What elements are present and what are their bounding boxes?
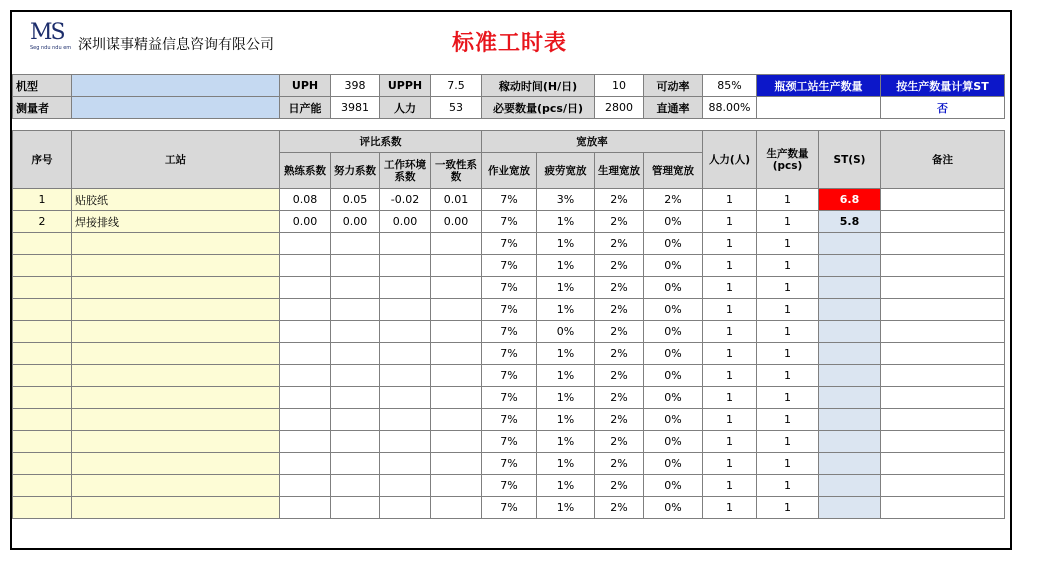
col-manpower: 人力(人) <box>703 131 757 189</box>
cell-seq[interactable]: 2 <box>13 211 72 233</box>
cell-manpower[interactable]: 1 <box>703 453 757 475</box>
cell-env[interactable] <box>380 497 431 519</box>
cell-env[interactable]: -0.02 <box>380 189 431 211</box>
cell-st[interactable] <box>819 475 881 497</box>
cell-consistency[interactable] <box>431 343 482 365</box>
col-seq: 序号 <box>13 131 72 189</box>
col-qty: 生产数量(pcs) <box>757 131 819 189</box>
yield-label: 直通率 <box>644 97 703 119</box>
cell-skill[interactable] <box>280 277 331 299</box>
cell-effort[interactable] <box>331 387 380 409</box>
observer-input[interactable] <box>72 97 280 119</box>
cell-seq[interactable] <box>13 233 72 255</box>
cell-work-allow[interactable]: 7% <box>482 365 537 387</box>
cell-env[interactable] <box>380 453 431 475</box>
cell-skill[interactable] <box>280 497 331 519</box>
cell-manpower[interactable]: 1 <box>703 299 757 321</box>
cell-station[interactable] <box>72 277 280 299</box>
cell-env[interactable] <box>380 409 431 431</box>
cell-consistency[interactable] <box>431 409 482 431</box>
cell-effort[interactable] <box>331 299 380 321</box>
logo-mark: MS <box>30 20 64 45</box>
table-row <box>13 321 1005 343</box>
cell-mgmt-allow[interactable]: 0% <box>644 409 703 431</box>
cell-consistency[interactable] <box>431 299 482 321</box>
table-row <box>13 299 1005 321</box>
work-time-label: 稼动时间(H/日) <box>482 75 595 97</box>
cell-seq[interactable] <box>13 255 72 277</box>
cell-mgmt-allow[interactable]: 0% <box>644 277 703 299</box>
cell-qty[interactable]: 1 <box>757 211 819 233</box>
cell-mgmt-allow[interactable]: 0% <box>644 299 703 321</box>
col-work-allow: 作业宽放 <box>482 153 537 189</box>
cell-station[interactable] <box>72 321 280 343</box>
cell-skill[interactable] <box>280 255 331 277</box>
cell-personal-allow[interactable]: 2% <box>595 475 644 497</box>
cell-env[interactable] <box>380 431 431 453</box>
product-label: 机型 <box>13 75 72 97</box>
cell-seq[interactable] <box>13 387 72 409</box>
info-table <box>12 74 1005 119</box>
cell-skill[interactable] <box>280 299 331 321</box>
cell-consistency[interactable]: 0.00 <box>431 211 482 233</box>
cell-qty[interactable]: 1 <box>757 431 819 453</box>
cell-mgmt-allow[interactable]: 0% <box>644 497 703 519</box>
page-title: 标准工时表 <box>452 31 568 56</box>
cell-st[interactable] <box>819 321 881 343</box>
cell-effort[interactable] <box>331 409 380 431</box>
logo-subtext: Seg ndu ndu em <box>30 45 72 51</box>
cell-st[interactable] <box>819 409 881 431</box>
table-row <box>13 233 1005 255</box>
cell-work-allow[interactable]: 7% <box>482 255 537 277</box>
cell-remark[interactable] <box>881 453 1005 475</box>
cell-fatigue-allow[interactable]: 1% <box>537 365 595 387</box>
cell-fatigue-allow[interactable]: 1% <box>537 475 595 497</box>
cell-work-allow[interactable]: 7% <box>482 189 537 211</box>
col-fatigue-allow: 疲劳宽放 <box>537 153 595 189</box>
cell-personal-allow[interactable]: 2% <box>595 321 644 343</box>
cell-skill[interactable] <box>280 431 331 453</box>
cell-station[interactable] <box>72 453 280 475</box>
calc-st-value[interactable]: 否 <box>881 97 1005 119</box>
calc-st-button[interactable]: 按生产数量计算ST <box>881 75 1005 97</box>
table-row <box>13 189 1005 211</box>
cell-manpower[interactable]: 1 <box>703 431 757 453</box>
cell-remark[interactable] <box>881 321 1005 343</box>
cell-manpower[interactable]: 1 <box>703 497 757 519</box>
cell-seq[interactable] <box>13 431 72 453</box>
cell-work-allow[interactable]: 7% <box>482 497 537 519</box>
cell-work-allow[interactable]: 7% <box>482 321 537 343</box>
cell-env[interactable] <box>380 277 431 299</box>
cell-skill[interactable]: 0.08 <box>280 189 331 211</box>
cell-mgmt-allow[interactable]: 0% <box>644 321 703 343</box>
cell-skill[interactable] <box>280 475 331 497</box>
table-row <box>13 497 1005 519</box>
cell-mgmt-allow[interactable]: 2% <box>644 189 703 211</box>
cell-personal-allow[interactable]: 2% <box>595 431 644 453</box>
standard-time-table <box>12 130 1005 519</box>
cell-manpower[interactable]: 1 <box>703 387 757 409</box>
cell-st[interactable] <box>819 365 881 387</box>
cell-effort[interactable] <box>331 343 380 365</box>
cell-remark[interactable] <box>881 365 1005 387</box>
cell-qty[interactable]: 1 <box>757 387 819 409</box>
cell-fatigue-allow[interactable]: 0% <box>537 321 595 343</box>
cell-qty[interactable]: 1 <box>757 299 819 321</box>
cell-remark[interactable] <box>881 211 1005 233</box>
cell-fatigue-allow[interactable]: 1% <box>537 299 595 321</box>
cell-station[interactable] <box>72 387 280 409</box>
uph-label: UPH <box>280 75 331 97</box>
cell-effort[interactable] <box>331 497 380 519</box>
cell-skill[interactable] <box>280 321 331 343</box>
cell-fatigue-allow[interactable]: 1% <box>537 431 595 453</box>
cell-mgmt-allow[interactable]: 0% <box>644 453 703 475</box>
cell-fatigue-allow[interactable]: 1% <box>537 343 595 365</box>
cell-env[interactable] <box>380 365 431 387</box>
upph-label: UPPH <box>380 75 431 97</box>
cell-personal-allow[interactable]: 2% <box>595 453 644 475</box>
cell-env[interactable] <box>380 343 431 365</box>
cell-seq[interactable]: 1 <box>13 189 72 211</box>
cell-station[interactable] <box>72 299 280 321</box>
cell-st[interactable] <box>819 277 881 299</box>
table-row <box>13 255 1005 277</box>
col-group-allowance: 宽放率 <box>482 131 703 153</box>
cell-qty[interactable]: 1 <box>757 497 819 519</box>
cell-st[interactable] <box>819 453 881 475</box>
cell-remark[interactable] <box>881 431 1005 453</box>
cell-effort[interactable] <box>331 365 380 387</box>
cell-qty[interactable]: 1 <box>757 277 819 299</box>
product-input[interactable] <box>72 75 280 97</box>
col-consistency: 一致性系数 <box>431 153 482 189</box>
cell-station[interactable] <box>72 409 280 431</box>
work-time-value[interactable]: 10 <box>595 75 644 97</box>
cell-mgmt-allow[interactable]: 0% <box>644 255 703 277</box>
cell-station[interactable] <box>72 255 280 277</box>
cell-work-allow[interactable]: 7% <box>482 475 537 497</box>
cell-work-allow[interactable]: 7% <box>482 453 537 475</box>
cell-consistency[interactable] <box>431 321 482 343</box>
table-row <box>13 387 1005 409</box>
cell-personal-allow[interactable]: 2% <box>595 233 644 255</box>
cell-consistency[interactable] <box>431 233 482 255</box>
cell-manpower[interactable]: 1 <box>703 255 757 277</box>
uph-value[interactable]: 398 <box>331 75 380 97</box>
cell-effort[interactable] <box>331 277 380 299</box>
cell-qty[interactable]: 1 <box>757 233 819 255</box>
cell-mgmt-allow[interactable]: 0% <box>644 387 703 409</box>
bottleneck-qty-button[interactable]: 瓶颈工站生产数量 <box>757 75 881 97</box>
col-group-rating: 评比系数 <box>280 131 482 153</box>
standard-time-sheet <box>10 10 1012 550</box>
cell-personal-allow[interactable]: 2% <box>595 211 644 233</box>
cell-work-allow[interactable]: 7% <box>482 211 537 233</box>
observer-label: 测量者 <box>13 97 72 119</box>
cell-station[interactable] <box>72 431 280 453</box>
company-logo <box>30 20 72 54</box>
daily-capacity-label: 日产能 <box>280 97 331 119</box>
cell-st[interactable] <box>819 431 881 453</box>
cell-remark[interactable] <box>881 233 1005 255</box>
cell-work-allow[interactable]: 7% <box>482 343 537 365</box>
cell-fatigue-allow[interactable]: 1% <box>537 387 595 409</box>
cell-env[interactable] <box>380 387 431 409</box>
cell-station[interactable] <box>72 233 280 255</box>
cell-st[interactable] <box>819 299 881 321</box>
cell-station[interactable] <box>72 475 280 497</box>
cell-effort[interactable]: 0.05 <box>331 189 380 211</box>
cell-st[interactable] <box>819 255 881 277</box>
cell-personal-allow[interactable]: 2% <box>595 343 644 365</box>
upph-value[interactable]: 7.5 <box>431 75 482 97</box>
col-mgmt-allow: 管理宽放 <box>644 153 703 189</box>
cell-st[interactable] <box>819 343 881 365</box>
cell-work-allow[interactable]: 7% <box>482 277 537 299</box>
cell-fatigue-allow[interactable]: 1% <box>537 453 595 475</box>
cell-skill[interactable] <box>280 343 331 365</box>
cell-remark[interactable] <box>881 343 1005 365</box>
cell-st[interactable]: 6.8 <box>819 189 881 211</box>
cell-consistency[interactable]: 0.01 <box>431 189 482 211</box>
cell-remark[interactable] <box>881 497 1005 519</box>
cell-fatigue-allow[interactable]: 1% <box>537 277 595 299</box>
company-name: 深圳谋事精益信息咨询有限公司 <box>78 37 274 53</box>
cell-station[interactable]: 贴胶纸 <box>72 189 280 211</box>
cell-manpower[interactable]: 1 <box>703 321 757 343</box>
cell-manpower[interactable]: 1 <box>703 475 757 497</box>
cell-personal-allow[interactable]: 2% <box>595 387 644 409</box>
cell-personal-allow[interactable]: 2% <box>595 497 644 519</box>
cell-work-allow[interactable]: 7% <box>482 233 537 255</box>
cell-manpower[interactable]: 1 <box>703 343 757 365</box>
cell-fatigue-allow[interactable]: 1% <box>537 233 595 255</box>
col-remark: 备注 <box>881 131 1005 189</box>
cell-qty[interactable]: 1 <box>757 475 819 497</box>
cell-fatigue-allow[interactable]: 1% <box>537 211 595 233</box>
col-env: 工作环境系数 <box>380 153 431 189</box>
yield-value[interactable]: 88.00% <box>703 97 757 119</box>
cell-effort[interactable] <box>331 321 380 343</box>
cell-env[interactable] <box>380 255 431 277</box>
cell-station[interactable] <box>72 497 280 519</box>
cell-seq[interactable] <box>13 497 72 519</box>
col-st: ST(S) <box>819 131 881 189</box>
cell-work-allow[interactable]: 7% <box>482 431 537 453</box>
cell-manpower[interactable]: 1 <box>703 365 757 387</box>
cell-skill[interactable] <box>280 365 331 387</box>
cell-personal-allow[interactable]: 2% <box>595 255 644 277</box>
cell-qty[interactable]: 1 <box>757 409 819 431</box>
cell-manpower[interactable]: 1 <box>703 409 757 431</box>
cell-effort[interactable] <box>331 255 380 277</box>
cell-consistency[interactable] <box>431 277 482 299</box>
cell-mgmt-allow[interactable]: 0% <box>644 233 703 255</box>
cell-skill[interactable]: 0.00 <box>280 211 331 233</box>
cell-personal-allow[interactable]: 2% <box>595 365 644 387</box>
cell-effort[interactable] <box>331 233 380 255</box>
cell-remark[interactable] <box>881 299 1005 321</box>
cell-qty[interactable]: 1 <box>757 321 819 343</box>
col-skill: 熟练系数 <box>280 153 331 189</box>
cell-work-allow[interactable]: 7% <box>482 409 537 431</box>
cell-effort[interactable]: 0.00 <box>331 211 380 233</box>
cell-remark[interactable] <box>881 409 1005 431</box>
cell-manpower[interactable]: 1 <box>703 233 757 255</box>
availability-label: 可动率 <box>644 75 703 97</box>
col-station: 工站 <box>72 131 280 189</box>
cell-personal-allow[interactable]: 2% <box>595 299 644 321</box>
cell-env[interactable] <box>380 299 431 321</box>
cell-station[interactable] <box>72 365 280 387</box>
cell-mgmt-allow[interactable]: 0% <box>644 475 703 497</box>
cell-seq[interactable] <box>13 299 72 321</box>
table-row <box>13 277 1005 299</box>
cell-effort[interactable] <box>331 475 380 497</box>
cell-fatigue-allow[interactable]: 1% <box>537 255 595 277</box>
col-personal-allow: 生理宽放 <box>595 153 644 189</box>
cell-qty[interactable]: 1 <box>757 365 819 387</box>
cell-effort[interactable] <box>331 431 380 453</box>
cell-env[interactable]: 0.00 <box>380 211 431 233</box>
cell-skill[interactable] <box>280 409 331 431</box>
cell-manpower[interactable]: 1 <box>703 277 757 299</box>
cell-seq[interactable] <box>13 475 72 497</box>
cell-skill[interactable] <box>280 387 331 409</box>
cell-mgmt-allow[interactable]: 0% <box>644 365 703 387</box>
cell-effort[interactable] <box>331 453 380 475</box>
cell-work-allow[interactable]: 7% <box>482 387 537 409</box>
table-row <box>13 211 1005 233</box>
cell-st[interactable]: 5.8 <box>819 211 881 233</box>
cell-work-allow[interactable]: 7% <box>482 299 537 321</box>
table-row <box>13 431 1005 453</box>
cell-consistency[interactable] <box>431 387 482 409</box>
cell-qty[interactable]: 1 <box>757 343 819 365</box>
cell-consistency[interactable] <box>431 365 482 387</box>
cell-fatigue-allow[interactable]: 1% <box>537 497 595 519</box>
cell-st[interactable] <box>819 497 881 519</box>
cell-remark[interactable] <box>881 475 1005 497</box>
cell-qty[interactable]: 1 <box>757 255 819 277</box>
cell-seq[interactable] <box>13 365 72 387</box>
cell-consistency[interactable] <box>431 255 482 277</box>
cell-mgmt-allow[interactable]: 0% <box>644 211 703 233</box>
cell-remark[interactable] <box>881 277 1005 299</box>
cell-manpower[interactable]: 1 <box>703 211 757 233</box>
cell-env[interactable] <box>380 233 431 255</box>
cell-remark[interactable] <box>881 189 1005 211</box>
cell-personal-allow[interactable]: 2% <box>595 409 644 431</box>
cell-consistency[interactable] <box>431 497 482 519</box>
cell-seq[interactable] <box>13 343 72 365</box>
cell-mgmt-allow[interactable]: 0% <box>644 343 703 365</box>
cell-manpower[interactable]: 1 <box>703 189 757 211</box>
sheet-header <box>12 12 1010 66</box>
cell-env[interactable] <box>380 321 431 343</box>
daily-capacity-value[interactable]: 3981 <box>331 97 380 119</box>
table-row <box>13 343 1005 365</box>
cell-mgmt-allow[interactable]: 0% <box>644 431 703 453</box>
availability-value[interactable]: 85% <box>703 75 757 97</box>
cell-env[interactable] <box>380 475 431 497</box>
cell-remark[interactable] <box>881 255 1005 277</box>
cell-seq[interactable] <box>13 409 72 431</box>
cell-personal-allow[interactable]: 2% <box>595 189 644 211</box>
manpower-label: 人力 <box>380 97 431 119</box>
cell-consistency[interactable] <box>431 431 482 453</box>
cell-skill[interactable] <box>280 453 331 475</box>
cell-consistency[interactable] <box>431 475 482 497</box>
cell-consistency[interactable] <box>431 453 482 475</box>
required-qty-value[interactable]: 2800 <box>595 97 644 119</box>
cell-skill[interactable] <box>280 233 331 255</box>
cell-station[interactable]: 焊接排线 <box>72 211 280 233</box>
cell-st[interactable] <box>819 233 881 255</box>
bottleneck-qty-value[interactable] <box>757 97 881 119</box>
cell-seq[interactable] <box>13 453 72 475</box>
cell-qty[interactable]: 1 <box>757 189 819 211</box>
cell-station[interactable] <box>72 343 280 365</box>
manpower-value[interactable]: 53 <box>431 97 482 119</box>
table-row <box>13 365 1005 387</box>
cell-fatigue-allow[interactable]: 1% <box>537 409 595 431</box>
col-effort: 努力系数 <box>331 153 380 189</box>
cell-seq[interactable] <box>13 277 72 299</box>
cell-remark[interactable] <box>881 387 1005 409</box>
table-row <box>13 409 1005 431</box>
cell-qty[interactable]: 1 <box>757 453 819 475</box>
cell-seq[interactable] <box>13 321 72 343</box>
cell-fatigue-allow[interactable]: 3% <box>537 189 595 211</box>
cell-st[interactable] <box>819 387 881 409</box>
table-row <box>13 475 1005 497</box>
required-qty-label: 必要数量(pcs/日) <box>482 97 595 119</box>
table-row <box>13 453 1005 475</box>
cell-personal-allow[interactable]: 2% <box>595 277 644 299</box>
